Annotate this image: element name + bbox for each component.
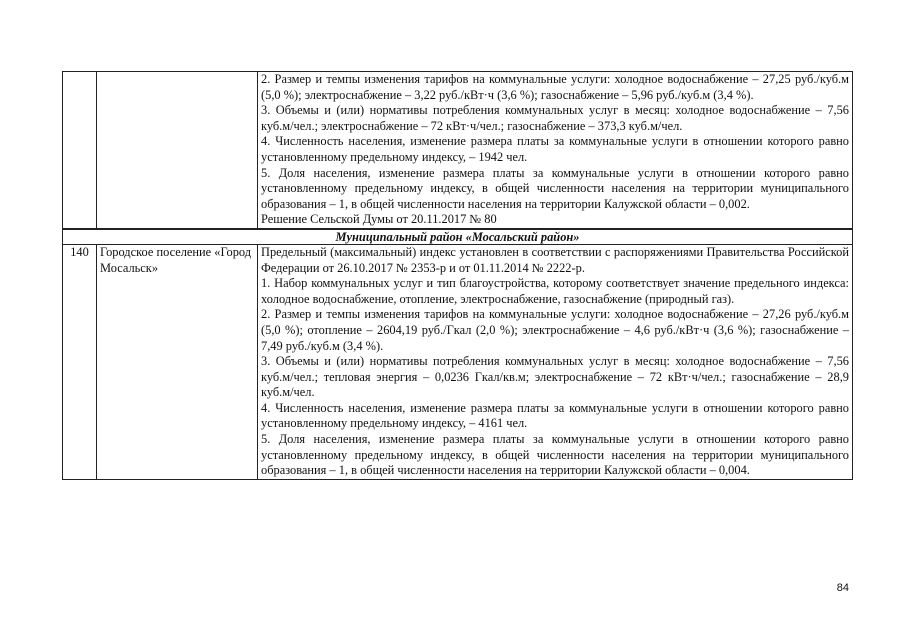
municipality-name-cell [97,72,258,229]
paragraph: 2. Размер и темпы изменения тарифов на коммунальные услуги: холодное водоснабжение – 27,26 руб./куб.м (5,0 %); отопление – 2604,19 руб./Гкал (2,0 %); электроснабжение – 4,6 руб./кВт·ч (3,6 %); газоснабжение – 7,49 руб./куб.м (3,4 %). [261,307,849,353]
municipality-name-cell: Городское поселение «Город Мосальск» [97,244,258,479]
table-row [63,244,853,479]
paragraph: 3. Объемы и (или) нормативы потребления коммунальных услуг в месяц: холодное водоснабжение – 7,56 куб.м/чел.; электроснабжение – 72 кВт·ч/чел.; газоснабжение – 373,3 куб.м/чел. [261,103,849,133]
paragraph: 2. Размер и темпы изменения тарифов на коммунальные услуги: холодное водоснабжение – 27,25 руб./куб.м (5,0 %); электроснабжение – 3,22 руб./кВт·ч (3,6 %); газоснабжение – 5,96 руб./куб.м (3,4 %). [261,72,849,102]
paragraph: 3. Объемы и (или) нормативы потребления коммунальных услуг в месяц: холодное водоснабжение – 7,56 куб.м/чел.; тепловая энергия – 0,0236 Гкал/кв.м; электроснабжение – 72 кВт·ч/чел.; газоснабжение – 28,9 куб.м/чел. [261,354,849,400]
paragraph: 5. Доля населения, изменение размера платы за коммунальные услуги в отношении которого равно установленному предельному индексу, в общей численности населения на территории муниципального образования – 1, в общей численности населения на территории Калужской области – 0,002. [261,165,849,211]
row-number-cell [63,72,97,229]
paragraph: 5. Доля населения, изменение размера платы за коммунальные услуги в отношении которого равно установленному предельному индексу, в общей численности населения на территории муниципального образования – 1, в общей численности населения на территории Калужской области – 0,004. [261,432,849,478]
tariff-table [62,71,853,480]
page-number: 84 [836,582,849,594]
paragraph: 4. Численность населения, изменение размера платы за коммунальные услуги в отношении которого равно установленному предельному индексу, – 4161 чел. [261,400,849,431]
paragraph: 1. Набор коммунальных услуг и тип благоустройства, которому соответствует значение предельного индекса: холодное водоснабжение, отопление, электроснабжение, газоснабжение (природный газ). [261,276,849,306]
row-number-cell: 140 [63,244,97,479]
paragraph: Предельный (максимальный) индекс установлен в соответствии с распоряжениями Правительства Российской Федерации от 26.10.2017 № 2353-р и от 01.11.2014 № 2222-р. [261,244,849,275]
index-description-cell [258,72,853,229]
paragraph: 4. Численность населения, изменение размера платы за коммунальные услуги в отношении которого равно установленному предельному индексу, – 1942 чел. [261,134,849,164]
index-description-cell [258,244,853,479]
section-header-row [63,229,853,245]
table-row [63,72,853,229]
decision-reference: Решение Сельской Думы от 20.11.2017 № 80 [261,212,497,227]
section-header: Муниципальный район «Мосальский район» [63,229,853,245]
